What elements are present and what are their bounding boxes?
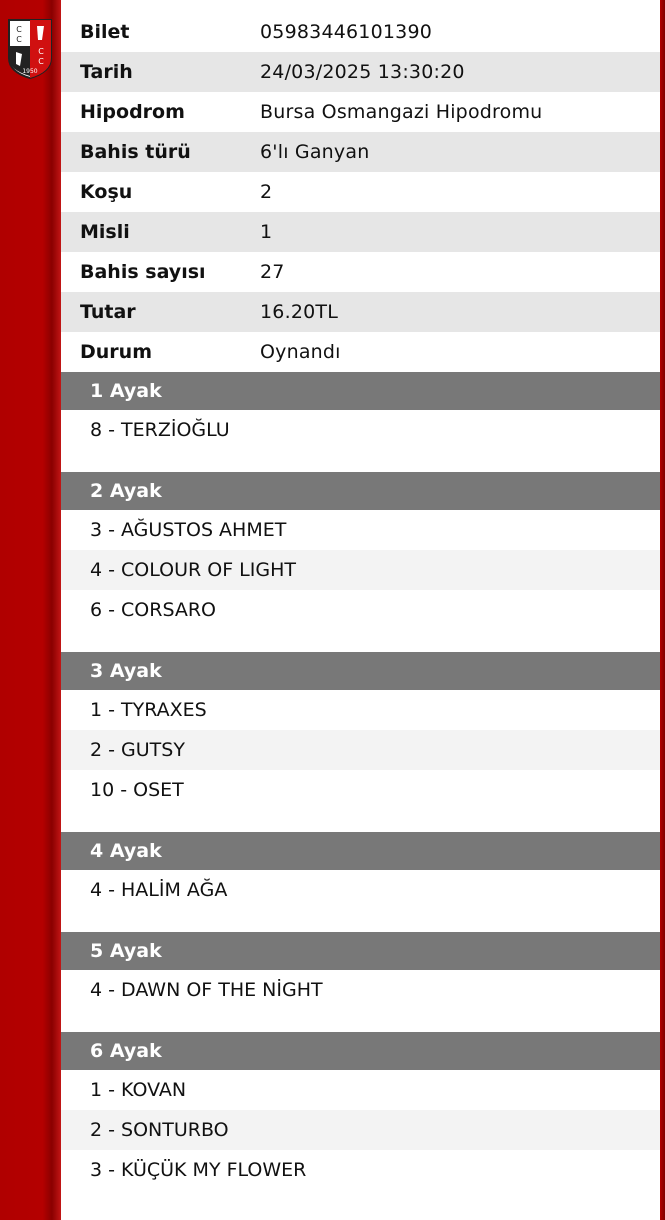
- svg-text:C: C: [38, 47, 44, 56]
- leg-header: 6 Ayak: [61, 1032, 660, 1070]
- svg-text:C: C: [16, 35, 22, 44]
- horse-selection: 10 - OSET: [90, 779, 184, 801]
- info-label: Bahis sayısı: [80, 261, 206, 283]
- info-label: Misli: [80, 221, 130, 243]
- leg-spacer: [61, 1190, 660, 1212]
- leg-spacer: [61, 810, 660, 832]
- info-row: [61, 12, 660, 52]
- info-row: [61, 172, 660, 212]
- svg-text:C: C: [16, 25, 22, 34]
- info-row: [61, 332, 660, 372]
- info-value: 2: [260, 181, 273, 203]
- horse-selection: 2 - SONTURBO: [61, 1110, 660, 1150]
- info-label: Bilet: [80, 21, 130, 43]
- right-edge-bar: [660, 0, 665, 1220]
- info-row: [61, 292, 660, 332]
- horse-selection: 6 - CORSARO: [90, 599, 217, 621]
- info-row: [61, 52, 660, 92]
- info-row: [61, 92, 660, 132]
- leg-header: 1 Ayak: [61, 372, 660, 410]
- club-crest-icon[interactable]: [6, 18, 54, 80]
- info-value: 24/03/2025 13:30:20: [260, 61, 465, 83]
- info-row: [61, 212, 660, 252]
- info-value: 6'lı Ganyan: [260, 141, 370, 163]
- leg-spacer: [61, 1010, 660, 1032]
- leg-header: 3 Ayak: [61, 652, 660, 690]
- info-label: Durum: [80, 341, 152, 363]
- info-label: Koşu: [80, 181, 133, 203]
- info-label: Tarih: [80, 61, 133, 83]
- legs-list: [61, 372, 660, 1212]
- horse-selection: 4 - DAWN OF THE NİGHT: [90, 979, 323, 1001]
- info-row: [61, 132, 660, 172]
- horse-selection: 3 - AĞUSTOS AHMET: [90, 519, 287, 541]
- crest-year: 1950: [22, 68, 38, 75]
- info-value: 1: [260, 221, 273, 243]
- ticket-detail: [61, 12, 660, 1212]
- info-value: 16.20TL: [260, 301, 338, 323]
- leg-spacer: [61, 910, 660, 932]
- info-label: Tutar: [80, 301, 136, 323]
- horse-selection: 3 - KÜÇÜK MY FLOWER: [90, 1159, 307, 1181]
- info-label: Bahis türü: [80, 141, 191, 163]
- leg-header: 2 Ayak: [61, 472, 660, 510]
- horse-selection: 8 - TERZİOĞLU: [90, 419, 230, 441]
- horse-selection: 4 - COLOUR OF LIGHT: [61, 550, 660, 590]
- leg-spacer: [61, 630, 660, 652]
- info-value: 05983446101390: [260, 21, 433, 43]
- horse-selection: 4 - HALİM AĞA: [90, 879, 228, 901]
- leg-spacer: [61, 450, 660, 472]
- horse-selection: 1 - KOVAN: [90, 1079, 187, 1101]
- leg-header: 4 Ayak: [61, 832, 660, 870]
- leg-header: 5 Ayak: [61, 932, 660, 970]
- info-value: Bursa Osmangazi Hipodromu: [260, 101, 543, 123]
- info-value: 27: [260, 261, 285, 283]
- left-sidebar: [0, 0, 61, 1220]
- info-row: [61, 252, 660, 292]
- svg-text:C: C: [38, 57, 44, 66]
- horse-selection: 1 - TYRAXES: [90, 699, 207, 721]
- info-value: Oynandı: [260, 341, 341, 363]
- horse-selection: 2 - GUTSY: [61, 730, 660, 770]
- ticket-info-list: [61, 12, 660, 372]
- info-label: Hipodrom: [80, 101, 185, 123]
